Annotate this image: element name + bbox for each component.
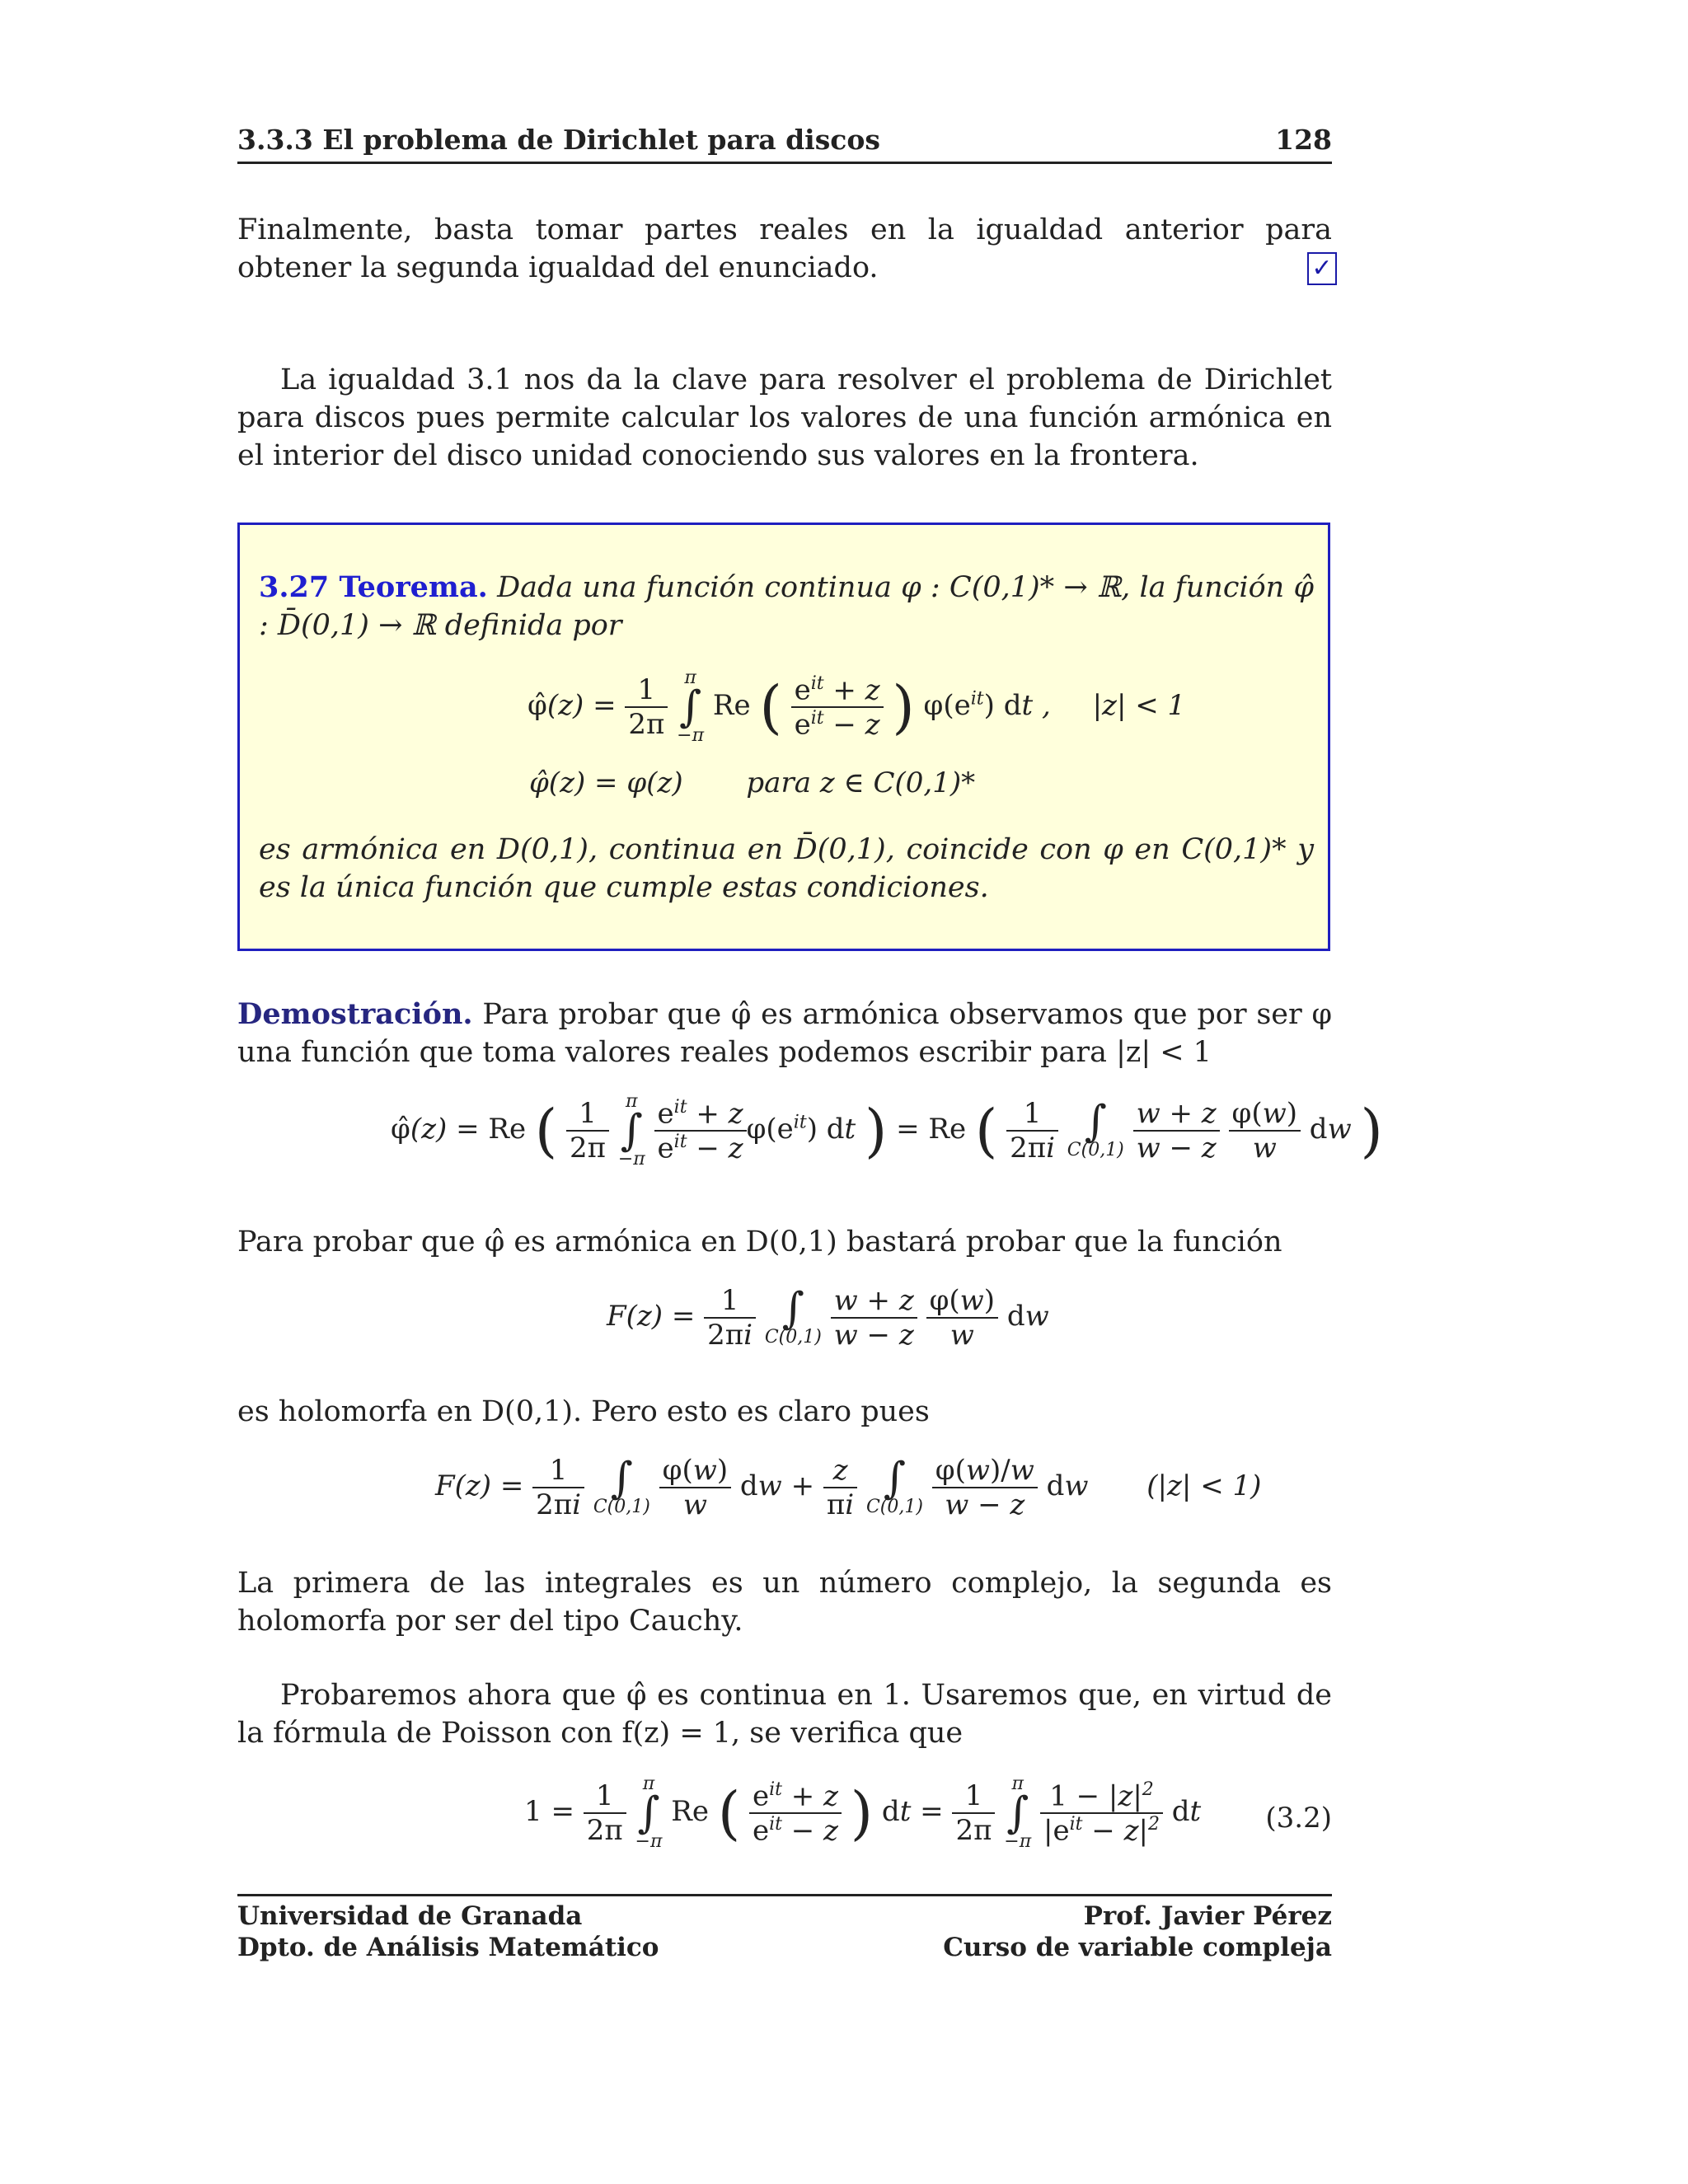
equation-3-2: 1 = $\frac{1}{2\pi}$ π ∫ −π Re ( $\frac{e^{it} + z}{e^{it} - z}$ ) dt = $\frac{1}{2\pi}$ π ∫ −π $\frac{1 - |z|^2}{|e^{it} - z|^2}$ dt [524, 1774, 1202, 1852]
eq1-integrand: φ(e [923, 689, 971, 722]
paragraph-dirichlet-intro: La igualdad 3.1 nos da la clave para resolver el problema de Dirichlet para discos pues permite calcular los valores de una función armónica en el interior del disco unidad conociendo sus valores en la frontera. [237, 363, 1332, 472]
section-header-title: 3.3.3 El problema de Dirichlet para discos [237, 124, 880, 156]
paragraph-cauchy-type: La primera de las integrales es un número complejo, la segunda es holomorfa por ser del tipo Cauchy. [237, 1567, 1332, 1638]
footer-department: Dpto. de Análisis Matemático [237, 1933, 659, 1962]
page-number: 128 [1275, 124, 1332, 156]
paragraph-conclusion: Finalmente, basta tomar partes reales en la igualdad anterior para obtener la segunda igualdad del enunciado. [237, 213, 1332, 284]
header-rule [237, 162, 1332, 164]
theorem-intro: Dada una función continua φ : C(0,1)* → ℝ, la función φ̂ : D̄(0,1) → ℝ definida por [259, 571, 1314, 642]
eq1-condition: |z| < 1 [1092, 689, 1186, 722]
proof-text: Para probar que φ̂ es armónica observamos que por ser φ una función que toma valores reales podemos escribir para |z| < 1 [237, 998, 1332, 1069]
theorem-equation-boundary [529, 766, 975, 799]
equation-F-definition: F(z) = $\frac{1}{2\pi i}$ ∫ C(0,1) $\frac{w + z}{w - z}$ $\frac{\varphi(w)}{w}$ dw [607, 1284, 1049, 1352]
eq2-lhs: φ̂(z) = φ(z) [529, 766, 683, 799]
equation-number: (3.2) [1265, 1802, 1332, 1835]
footer-rule [237, 1894, 1332, 1896]
eq2-condition: para z ∈ C(0,1)* [746, 766, 976, 799]
proof-label: Demostración. [237, 997, 473, 1031]
proof-paragraph [237, 996, 1332, 1071]
equation-F-decomposition: F(z) = $\frac{1}{2\pi i}$ ∫ C(0,1) $\frac{\varphi(w)}{w}$ dw + $\frac{z}{\pi i}$ ∫ C(0,1) $\frac{\varphi(w)/w}{w - z}$ dw (|z| < 1) [435, 1454, 1262, 1521]
footer-left [237, 1900, 659, 1963]
footer-right [943, 1900, 1332, 1963]
theorem-statement [259, 569, 1314, 644]
theorem-label: 3.27 Teorema. [259, 570, 488, 604]
footer-university: Universidad de Granada [237, 1901, 583, 1931]
footer-author: Prof. Javier Pérez [1083, 1901, 1332, 1931]
proof-equation-real-part: φ̂(z) = Re ( $\frac{1}{2\pi}$ π ∫ −π $\frac{e^{it} + z}{e^{it} - z}$ $\varphi(e^{it})$ dt ) = Re ( $\frac{1}{2\pi i}$ ∫ C(0,1) $\frac{w + z}{w - z}$ $\frac{\varphi(w)}{w}$ dw ) [391, 1091, 1383, 1169]
footer-course: Curso de variable compleja [943, 1933, 1332, 1962]
paragraph-continuity: Probaremos ahora que φ̂ es continua en 1. Usaremos que, en virtud de la fórmula de Poisson con f(z) = 1, se verifica que [237, 1679, 1332, 1750]
theorem-conclusion: es armónica en D(0,1), continua en D̄(0,1), coincide con φ en C(0,1)* y es la única función que cumple estas condiciones. [259, 833, 1314, 904]
theorem-equation-poisson: φ̂(z) = $\frac{1}{2\pi}$ π ∫ −π Re ( $\frac{e^{it} + z}{e^{it} - z}$ ) $\varphi(e^{it})$ dt , |z| < 1 [528, 668, 1186, 746]
qed-checkmark-icon: ✓ [1307, 252, 1337, 285]
paragraph-holomorphic-claim: Para probar que φ̂ es armónica en D(0,1) bastará probar que la función [237, 1226, 1282, 1258]
paragraph-holomorphic: es holomorfa en D(0,1). Pero esto es claro pues [237, 1395, 930, 1428]
